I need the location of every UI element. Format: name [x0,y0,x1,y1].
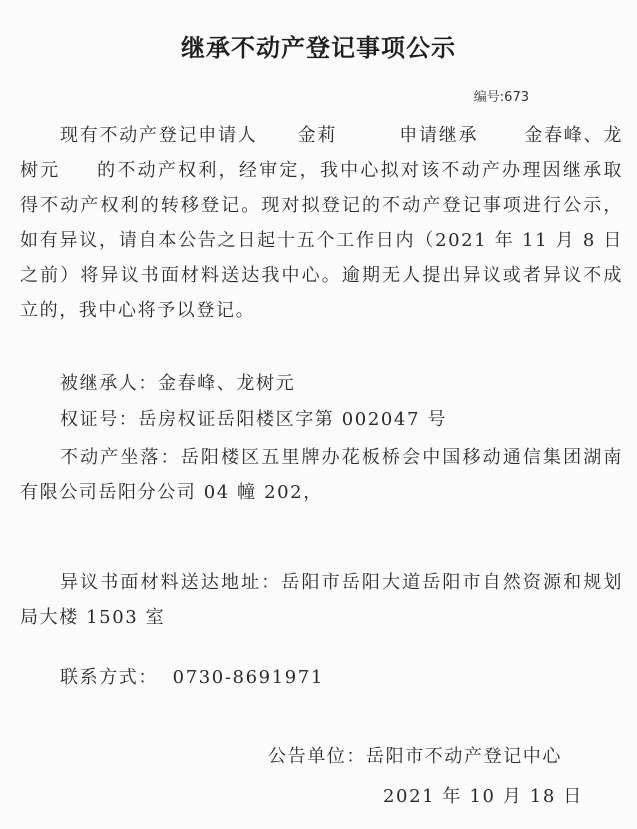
certificate-line: 权证号：岳房权证岳阳楼区字第 002047 号 [60,409,447,430]
serial-number [474,86,529,105]
serial-value: 673 [504,90,529,105]
body-apply: 申请继承 [399,125,479,146]
deceased-names: 金春峰、龙树元 [20,125,624,181]
contact-line: 联系方式： 0730-8691971 [60,667,324,688]
body-intro: 现有不动产登记申请人 [60,125,258,146]
heir-line: 被继承人：金春峰、龙树元 [60,373,296,394]
applicant-name: 金莉 [297,125,338,146]
date-line: 2021 年 10 月 18 日 [383,786,583,807]
objection-address-line: 异议书面材料送达地址：岳阳市岳阳大道岳阳市自然资源和规划局大楼 1503 室 [20,572,623,628]
notice-title: 继承不动产登记事项公示 [181,34,456,62]
notice-body [20,118,623,328]
body-rest: 的不动产权利，经审定，我中心拟对该不动产办理因继承取得不动产权利的转移登记。现对拟登记的不动产登记事项进行公示，如有异议，请自本公告之日起十五个工作日内（2021 年 11 月 8 日之前）将异议书面材料送达我中心。逾期无人提出异议或者异议不成立的，我中心将予以登记。 [20,160,623,321]
issuer-line: 公告单位：岳阳市不动产登记中心 [268,746,562,767]
serial-label: 编号: [473,90,505,105]
location-line: 不动产坐落：岳阳楼区五里牌办花板桥会中国移动通信集团湖南有限公司岳阳分公司 04 幢 202， [20,447,623,503]
